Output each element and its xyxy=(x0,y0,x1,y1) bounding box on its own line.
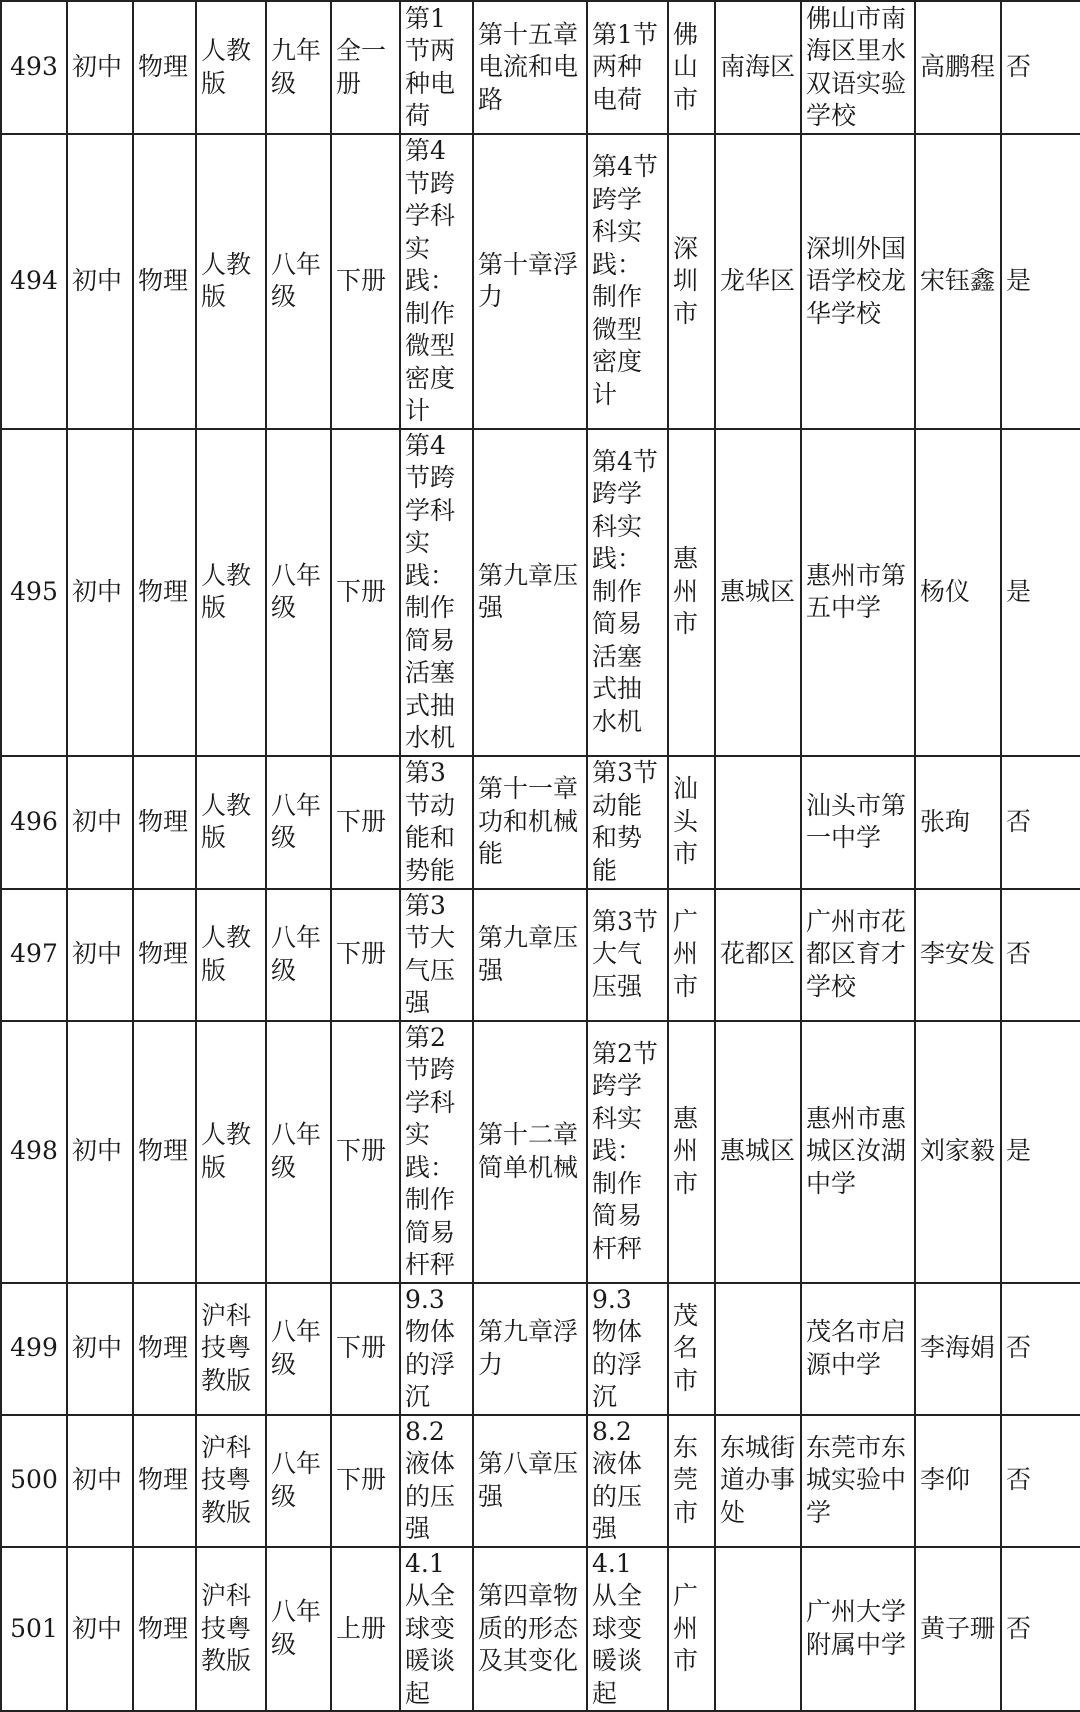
cell-number: 498 xyxy=(1,1021,67,1283)
cell-chapter: 第九章浮力 xyxy=(473,1283,587,1415)
table-row xyxy=(1,1415,1080,1547)
cell-subject: 物理 xyxy=(133,134,196,429)
cell-lesson: 第2节跨学科实践：制作简易杆秤 xyxy=(587,1021,668,1283)
cell-section: 第4节跨学科实践：制作简易活塞式抽水机 xyxy=(400,429,473,756)
cell-school: 深圳外国语学校龙华学校 xyxy=(801,134,915,429)
cell-district: 南海区 xyxy=(715,1,801,134)
cell-city: 广州市 xyxy=(668,889,715,1021)
cell-lesson: 8.2 液体的压强 xyxy=(587,1415,668,1547)
cell-stage: 初中 xyxy=(67,1,133,134)
cell-grade: 八年级 xyxy=(266,134,331,429)
cell-flag: 否 xyxy=(1001,1,1080,134)
cell-edition: 沪科技粤教版 xyxy=(196,1415,266,1547)
cell-grade: 八年级 xyxy=(266,1021,331,1283)
cell-subject: 物理 xyxy=(133,1547,196,1712)
cell-teacher: 李海娟 xyxy=(915,1283,1001,1415)
cell-city: 东莞市 xyxy=(668,1415,715,1547)
cell-number: 501 xyxy=(1,1547,67,1712)
cell-school: 广州大学附属中学 xyxy=(801,1547,915,1712)
cell-stage: 初中 xyxy=(67,1547,133,1712)
cell-chapter: 第八章压强 xyxy=(473,1415,587,1547)
cell-volume: 下册 xyxy=(331,134,400,429)
cell-grade: 八年级 xyxy=(266,889,331,1021)
cell-chapter: 第十一章功和机械能 xyxy=(473,756,587,889)
cell-section: 9.3 物体的浮沉 xyxy=(400,1283,473,1415)
cell-edition: 人教版 xyxy=(196,756,266,889)
cell-subject: 物理 xyxy=(133,1283,196,1415)
cell-teacher: 宋钰鑫 xyxy=(915,134,1001,429)
cell-flag: 否 xyxy=(1001,1415,1080,1547)
cell-volume: 下册 xyxy=(331,429,400,756)
cell-flag: 否 xyxy=(1001,1547,1080,1712)
cell-section: 第3节动能和势能 xyxy=(400,756,473,889)
cell-school: 茂名市启源中学 xyxy=(801,1283,915,1415)
cell-grade: 九年级 xyxy=(266,1,331,134)
cell-volume: 下册 xyxy=(331,1283,400,1415)
cell-teacher: 高鹏程 xyxy=(915,1,1001,134)
cell-district xyxy=(715,1547,801,1712)
cell-lesson: 4.1 从全球变暖谈起 xyxy=(587,1547,668,1712)
cell-teacher: 黄子珊 xyxy=(915,1547,1001,1712)
cell-section: 第3节大气压强 xyxy=(400,889,473,1021)
cell-volume: 全一册 xyxy=(331,1,400,134)
cell-district xyxy=(715,1283,801,1415)
cell-stage: 初中 xyxy=(67,756,133,889)
table-body xyxy=(1,1,1080,1711)
cell-school: 佛山市南海区里水双语实验学校 xyxy=(801,1,915,134)
cell-chapter: 第十五章电流和电路 xyxy=(473,1,587,134)
cell-number: 497 xyxy=(1,889,67,1021)
cell-grade: 八年级 xyxy=(266,1415,331,1547)
cell-subject: 物理 xyxy=(133,756,196,889)
cell-city: 汕头市 xyxy=(668,756,715,889)
cell-lesson: 9.3 物体的浮沉 xyxy=(587,1283,668,1415)
cell-flag: 否 xyxy=(1001,756,1080,889)
cell-grade: 八年级 xyxy=(266,1547,331,1712)
cell-subject: 物理 xyxy=(133,1415,196,1547)
cell-section: 8.2 液体的压强 xyxy=(400,1415,473,1547)
cell-city: 广州市 xyxy=(668,1547,715,1712)
cell-school: 惠州市惠城区汝湖中学 xyxy=(801,1021,915,1283)
cell-subject: 物理 xyxy=(133,1021,196,1283)
cell-volume: 下册 xyxy=(331,889,400,1021)
cell-number: 495 xyxy=(1,429,67,756)
cell-number: 500 xyxy=(1,1415,67,1547)
cell-flag: 否 xyxy=(1001,889,1080,1021)
cell-flag: 否 xyxy=(1001,1283,1080,1415)
cell-flag: 是 xyxy=(1001,134,1080,429)
cell-school: 惠州市第五中学 xyxy=(801,429,915,756)
cell-subject: 物理 xyxy=(133,429,196,756)
cell-stage: 初中 xyxy=(67,1283,133,1415)
cell-number: 494 xyxy=(1,134,67,429)
cell-lesson: 第4节跨学科实践：制作简易活塞式抽水机 xyxy=(587,429,668,756)
cell-lesson: 第3节大气压强 xyxy=(587,889,668,1021)
cell-chapter: 第四章物质的形态及其变化 xyxy=(473,1547,587,1712)
table-row xyxy=(1,134,1080,429)
cell-grade: 八年级 xyxy=(266,429,331,756)
cell-edition: 沪科技粤教版 xyxy=(196,1283,266,1415)
cell-teacher: 张珣 xyxy=(915,756,1001,889)
cell-edition: 人教版 xyxy=(196,1,266,134)
cell-lesson: 第3节动能和势能 xyxy=(587,756,668,889)
cell-number: 499 xyxy=(1,1283,67,1415)
cell-district: 惠城区 xyxy=(715,429,801,756)
cell-flag: 是 xyxy=(1001,429,1080,756)
cell-subject: 物理 xyxy=(133,889,196,1021)
cell-chapter: 第十二章简单机械 xyxy=(473,1021,587,1283)
cell-edition: 人教版 xyxy=(196,429,266,756)
cell-grade: 八年级 xyxy=(266,1283,331,1415)
table-row xyxy=(1,1,1080,134)
table-row xyxy=(1,889,1080,1021)
cell-teacher: 李安发 xyxy=(915,889,1001,1021)
cell-number: 496 xyxy=(1,756,67,889)
cell-flag: 是 xyxy=(1001,1021,1080,1283)
cell-district: 东城街道办事处 xyxy=(715,1415,801,1547)
cell-volume: 下册 xyxy=(331,1021,400,1283)
cell-chapter: 第十章浮力 xyxy=(473,134,587,429)
cell-volume: 上册 xyxy=(331,1547,400,1712)
cell-number: 493 xyxy=(1,1,67,134)
cell-city: 佛山市 xyxy=(668,1,715,134)
cell-stage: 初中 xyxy=(67,1021,133,1283)
cell-lesson: 第1节两种电荷 xyxy=(587,1,668,134)
cell-teacher: 刘家毅 xyxy=(915,1021,1001,1283)
cell-section: 第1节两种电荷 xyxy=(400,1,473,134)
cell-teacher: 李仰 xyxy=(915,1415,1001,1547)
table-row xyxy=(1,1021,1080,1283)
cell-volume: 下册 xyxy=(331,1415,400,1547)
table-row xyxy=(1,1547,1080,1712)
cell-stage: 初中 xyxy=(67,134,133,429)
cell-section: 第4节跨学科实践：制作微型密度计 xyxy=(400,134,473,429)
cell-district: 惠城区 xyxy=(715,1021,801,1283)
cell-city: 惠州市 xyxy=(668,429,715,756)
cell-school: 汕头市第一中学 xyxy=(801,756,915,889)
table-row xyxy=(1,756,1080,889)
cell-teacher: 杨仪 xyxy=(915,429,1001,756)
cell-district xyxy=(715,756,801,889)
cell-school: 东莞市东城实验中学 xyxy=(801,1415,915,1547)
cell-chapter: 第九章压强 xyxy=(473,429,587,756)
cell-lesson: 第4节跨学科实践：制作微型密度计 xyxy=(587,134,668,429)
cell-city: 深圳市 xyxy=(668,134,715,429)
cell-edition: 人教版 xyxy=(196,889,266,1021)
cell-edition: 沪科技粤教版 xyxy=(196,1547,266,1712)
cell-volume: 下册 xyxy=(331,756,400,889)
cell-section: 第2节跨学科实践：制作简易杆秤 xyxy=(400,1021,473,1283)
cell-grade: 八年级 xyxy=(266,756,331,889)
cell-district: 龙华区 xyxy=(715,134,801,429)
cell-stage: 初中 xyxy=(67,1415,133,1547)
table-row xyxy=(1,429,1080,756)
cell-stage: 初中 xyxy=(67,889,133,1021)
cell-edition: 人教版 xyxy=(196,134,266,429)
table-row xyxy=(1,1283,1080,1415)
cell-city: 茂名市 xyxy=(668,1283,715,1415)
cell-district: 花都区 xyxy=(715,889,801,1021)
cell-chapter: 第九章压强 xyxy=(473,889,587,1021)
cell-school: 广州市花都区育才学校 xyxy=(801,889,915,1021)
cell-stage: 初中 xyxy=(67,429,133,756)
cell-section: 4.1 从全球变暖谈起 xyxy=(400,1547,473,1712)
cell-city: 惠州市 xyxy=(668,1021,715,1283)
cell-edition: 人教版 xyxy=(196,1021,266,1283)
cell-subject: 物理 xyxy=(133,1,196,134)
